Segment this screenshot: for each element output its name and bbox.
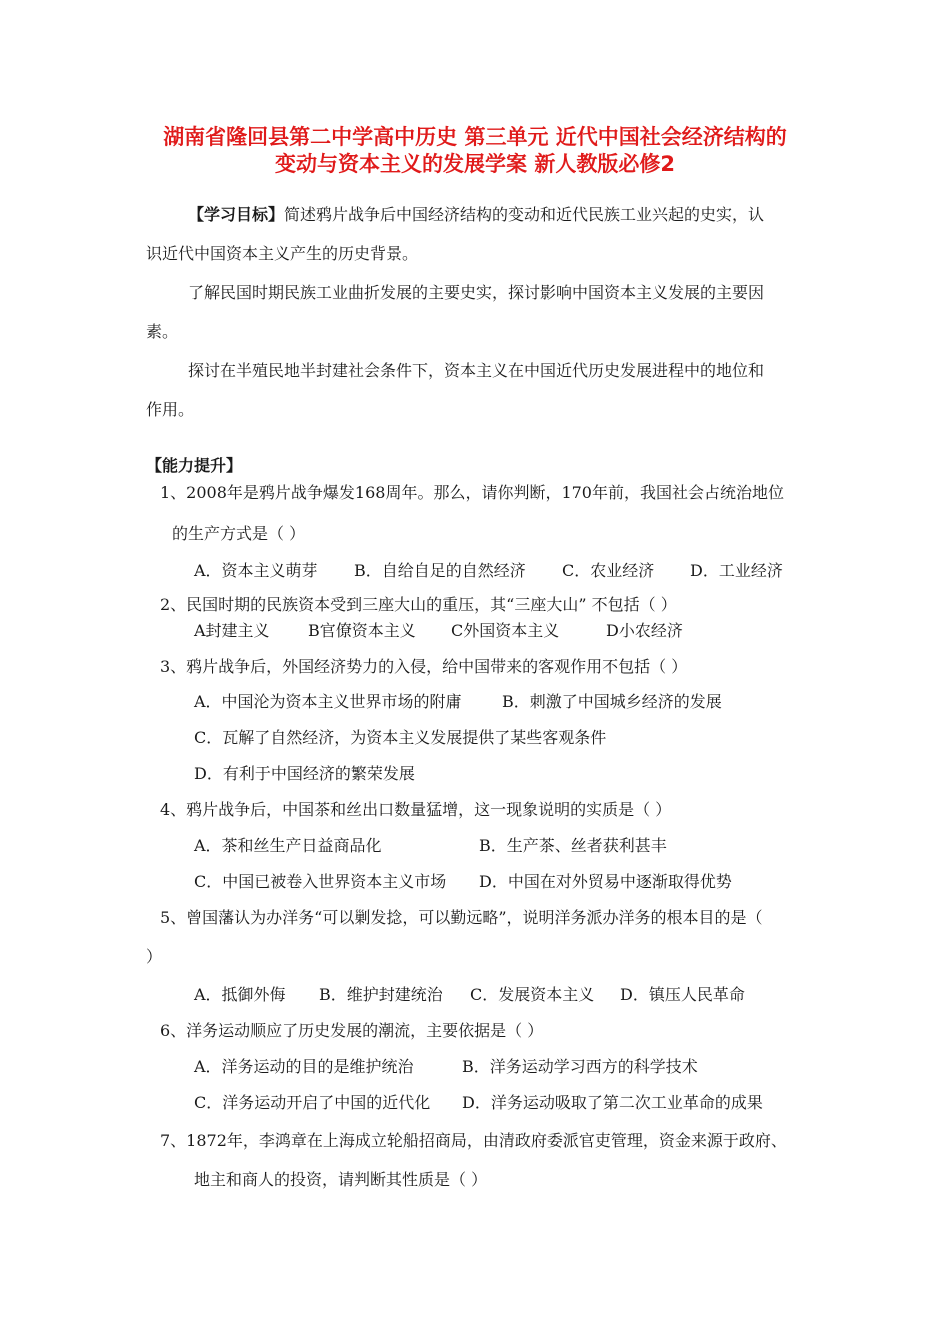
question-6-line-1: 6、洋务运动顺应了历史发展的潮流，主要依据是（ ） [160, 1021, 544, 1040]
question-7-line-1: 7、1872年，李鸿章在上海成立轮船招商局，由清政府委派官吏管理，资金来源于政府、 [160, 1131, 787, 1150]
question-6-option-d: D．洋务运动吸取了第二次工业革命的成果 [462, 1093, 763, 1112]
question-1-option-a: A．资本主义萌芽 [194, 561, 318, 580]
objectives-p3-line2: 作用。 [146, 400, 195, 419]
question-4-option-c: C．中国已被卷入世界资本主义市场 [194, 872, 447, 891]
question-1-option-c: C．农业经济 [562, 561, 655, 580]
question-5-option-d: D．镇压人民革命 [620, 985, 745, 1004]
objectives-p1-line2: 识近代中国资本主义产生的历史背景。 [146, 244, 419, 263]
objectives-p2-line1: 了解民国时期民族工业曲折发展的主要史实，探讨影响中国资本主义发展的主要因 [188, 283, 765, 302]
question-5-option-a: A．抵御外侮 [194, 985, 286, 1004]
document-title-line-2: 变动与资本主义的发展学案 新人教版必修2 [275, 152, 675, 176]
objectives-paragraph-1 [188, 204, 764, 226]
question-4-option-b: B．生产茶、丝者获利甚丰 [479, 836, 667, 855]
question-3-option-d: D．有利于中国经济的繁荣发展 [194, 764, 415, 783]
question-3-option-c: C．瓦解了自然经济，为资本主义发展提供了某些客观条件 [194, 728, 607, 747]
question-5-line-2: ） [146, 947, 163, 966]
question-4-option-d: D．中国在对外贸易中逐渐取得优势 [479, 872, 732, 891]
objectives-p2-line2: 素。 [146, 322, 179, 341]
question-4-line-1: 4、鸦片战争后，中国茶和丝出口数量猛增，这一现象说明的实质是（ ） [160, 800, 672, 819]
question-1-option-b: B．自给自足的自然经济 [354, 561, 526, 580]
question-1-line-1: 1、2008年是鸦片战争爆发168周年。那么，请你判断，170年前，我国社会占统治地位 [160, 483, 784, 502]
question-1-line-2: 的生产方式是（ ） [172, 524, 306, 543]
question-5-option-c: C．发展资本主义 [470, 985, 595, 1004]
question-5-option-b: B．维护封建统治 [319, 985, 443, 1004]
question-6-option-c: C．洋务运动开启了中国的近代化 [194, 1093, 431, 1112]
objectives-p3-line1: 探讨在半殖民地半封建社会条件下，资本主义在中国近代历史发展进程中的地位和 [188, 361, 765, 380]
question-2-option-a: A封建主义 [194, 621, 270, 640]
question-7-line-2: 地主和商人的投资，请判断其性质是（ ） [194, 1170, 488, 1189]
question-3-option-b: B．刺激了中国城乡经济的发展 [502, 692, 722, 711]
objectives-label: 【学习目标】 [188, 205, 285, 224]
question-6-option-a: A．洋务运动的目的是维护统治 [194, 1057, 414, 1076]
question-5-line-1: 5、曾国藩认为办洋务“可以剿发捻，可以勤远略”，说明洋务派办洋务的根本目的是（ [160, 908, 763, 927]
question-1-option-d: D．工业经济 [690, 561, 783, 580]
question-4-option-a: A．茶和丝生产日益商品化 [194, 836, 382, 855]
question-2-option-c: C外国资本主义 [451, 621, 560, 640]
question-6-option-b: B．洋务运动学习西方的科学技术 [462, 1057, 698, 1076]
question-3-line-1: 3、鸦片战争后，外国经济势力的入侵，给中国带来的客观作用不包括（ ） [160, 657, 688, 676]
document-title-line-1: 湖南省隆回县第二中学高中历史 第三单元 近代中国社会经济结构的 [163, 125, 787, 149]
ability-section-label: 【能力提升】 [146, 456, 243, 475]
question-3-option-a: A．中国沦为资本主义世界市场的附庸 [194, 692, 462, 711]
question-2-option-b: B官僚资本主义 [308, 621, 416, 640]
objectives-p1-line1: 简述鸦片战争后中国经济结构的变动和近代民族工业兴起的史实，认 [284, 205, 765, 224]
question-2-line-1: 2、民国时期的民族资本受到三座大山的重压，其“三座大山” 不包括（ ） [160, 595, 677, 614]
question-2-option-d: D小农经济 [606, 621, 683, 640]
